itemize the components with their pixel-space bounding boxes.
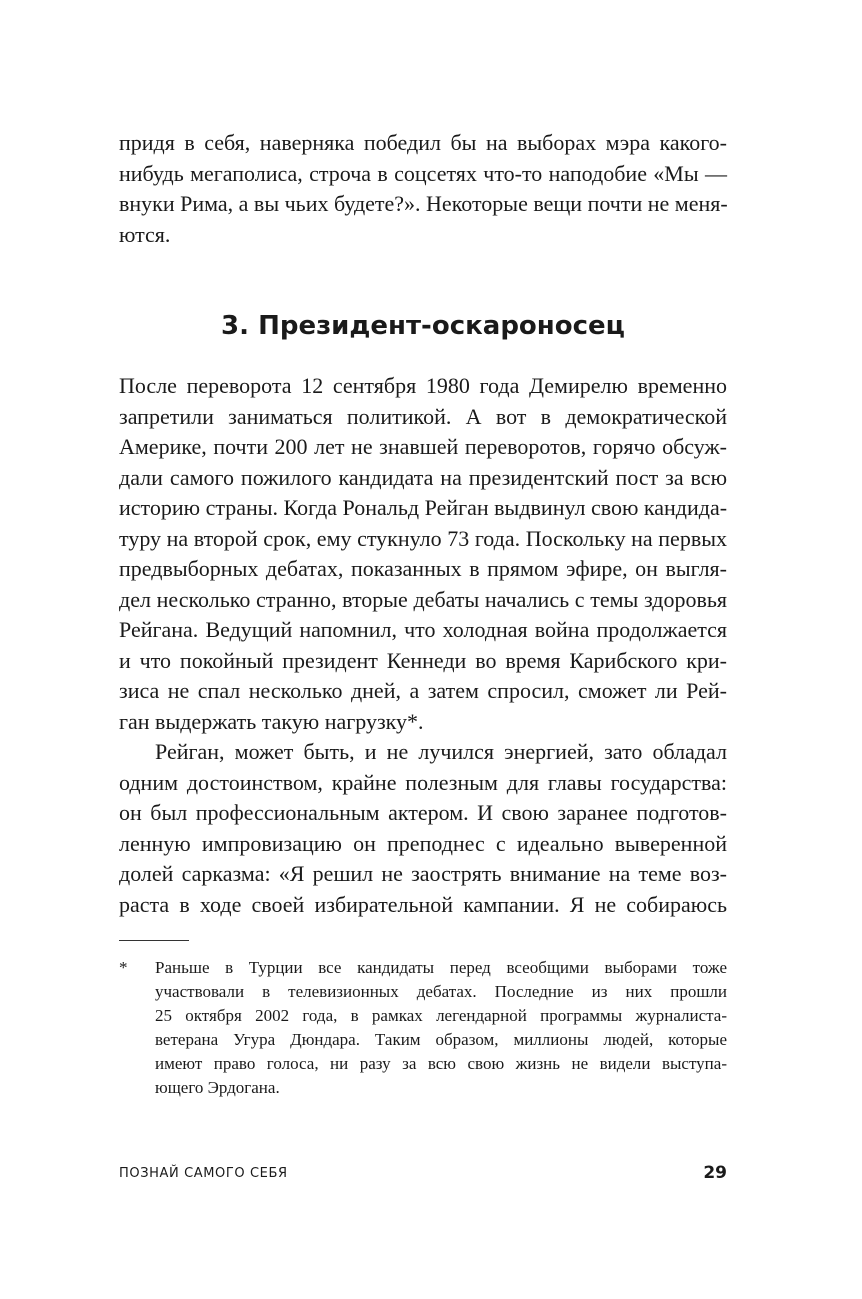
- footnote-marker: *: [119, 958, 128, 977]
- footnote-line: Раньше в Турции все кандидаты перед всеобщими выборами тоже: [155, 958, 727, 977]
- footnote-line: имеют право голоса, ни разу за всю свою жизнь не видели выступа-: [155, 1054, 727, 1073]
- text-line: дел несколько странно, вторые дебаты начались с темы здоровья: [119, 586, 727, 612]
- text-line: предвыборных дебатах, показанных в прямом эфире, он выгля-: [119, 556, 727, 581]
- text-line: раста в ходе своей избирательной кампании. Я не собираюсь: [119, 891, 727, 917]
- text-line: зиса не спал несколько дней, а затем спросил, сможет ли Рей-: [119, 678, 727, 703]
- text-line: нибудь мегаполиса, строча в соцсетях что-то наподобие «Мы —: [119, 160, 727, 186]
- footnote-divider: [119, 940, 189, 941]
- text-line: запретили заниматься политикой. А вот в демократической: [119, 403, 727, 429]
- text-line: ются.: [119, 221, 171, 247]
- footnote-body: [155, 956, 727, 1100]
- paragraph-1: [119, 371, 727, 737]
- running-title: ПОЗНАЙ САМОГО СЕБЯ: [119, 1166, 288, 1181]
- text-line: историю страны. Когда Рональд Рейган выдвинул свою кандида-: [119, 495, 728, 520]
- text-line: Рейгана. Ведущий напомнил, что холодная война продолжается: [119, 617, 727, 642]
- text-line: После переворота 12 сентября 1980 года Демирелю временно: [119, 373, 727, 398]
- text-line: ган выдержать такую нагрузку*.: [119, 708, 424, 734]
- text-line: ленную импровизацию он преподнес с идеально выверенной: [119, 830, 727, 856]
- text-line: долей сарказма: «Я решил не заострять внимание на теме воз-: [119, 861, 727, 886]
- footnote-line: ветерана Угура Дюндара. Таким образом, миллионы людей, которые: [155, 1030, 727, 1049]
- body-text: [119, 371, 727, 920]
- text-line: Америке, почти 200 лет не знавшей переворотов, горячо обсуж-: [119, 434, 727, 459]
- intro-paragraph: [119, 128, 727, 250]
- text-line: и что покойный президент Кеннеди во время Карибского кри-: [119, 647, 727, 673]
- text-line: дали самого пожилого кандидата на президентский пост за всю: [119, 464, 727, 490]
- text-line: туру на второй срок, ему стукнуло 73 года. Поскольку на первых: [119, 525, 727, 551]
- paragraph-2: [119, 737, 727, 920]
- text-line: он был профессиональным актером. И свою заранее подготов-: [119, 800, 727, 825]
- text-line: одним достоинством, крайне полезным для главы государства:: [119, 769, 727, 795]
- section-heading: 3. Президент-оскароносец: [221, 311, 625, 341]
- text-line: придя в себя, наверняка победил бы на выборах мэра какого-: [119, 130, 727, 155]
- page-number: 29: [703, 1163, 727, 1183]
- footnote-line: 25 октября 2002 года, в рамках легендарной программы журналиста-: [155, 1006, 727, 1025]
- footnote: [119, 956, 727, 1100]
- text-line: внуки Рима, а вы чьих будете?». Некоторые вещи почти не меня-: [119, 191, 728, 216]
- footnote-line: участвовали в телевизионных дебатах. Последние из них прошли: [155, 982, 727, 1001]
- text-line: Рейган, может быть, и не лучился энергией, зато обладал: [155, 739, 727, 764]
- footnote-line: ющего Эрдогана.: [155, 1078, 280, 1097]
